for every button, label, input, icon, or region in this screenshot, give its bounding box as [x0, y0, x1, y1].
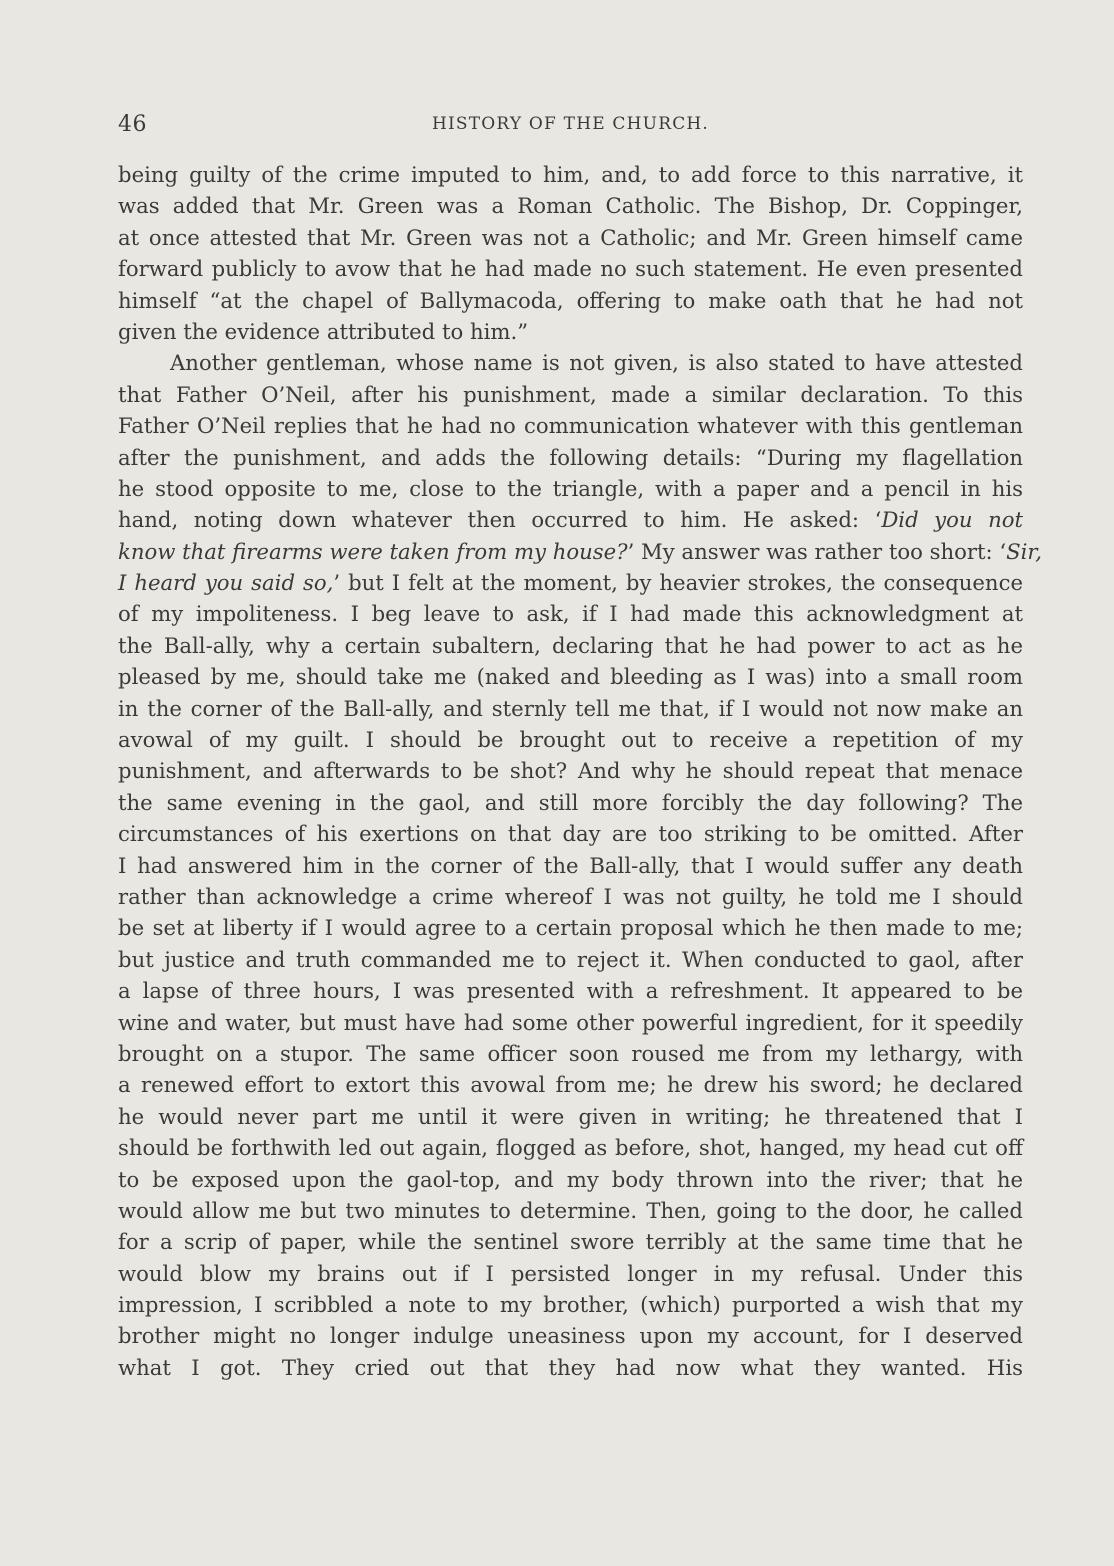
page-header	[118, 112, 1023, 142]
text-run: for a scrip of paper, while the sentinel swore terribly at the same time that he	[118, 1229, 1023, 1255]
text-run: being guilty of the crime imputed to him, and, to add force to this narrative, it	[118, 162, 1023, 187]
text-line	[118, 787, 1023, 818]
text-line	[118, 285, 1023, 316]
text-run: forward publicly to avow that he had made no such statement. He even presented	[118, 256, 1023, 282]
text-line	[118, 1195, 1023, 1226]
text-run: would blow my brains out if I persisted longer in my refusal. Under this	[118, 1260, 1023, 1286]
text-line	[118, 881, 1023, 912]
italic-text: Did you not	[881, 507, 1023, 533]
running-title: HISTORY OF THE CHURCH.	[431, 114, 710, 134]
text-run: after the punishment, and adds the following details: “During my flagellation	[118, 444, 1023, 470]
text-line	[118, 693, 1023, 724]
text-run: brought on a stupor. The same officer soon roused me from my lethargy, with	[118, 1040, 1023, 1066]
text-run: pleased by me, should take me (naked and bleeding as I was) into a small room	[118, 664, 1023, 690]
text-run: himself “at the chapel of Ballymacoda, offering to make oath that he had not	[118, 287, 1023, 313]
italic-text: know that firearms were taken from my house?	[118, 538, 628, 564]
text-run: of my impoliteness. I beg leave to ask, if I had made this acknowledgment at	[118, 601, 1023, 627]
text-line	[118, 1101, 1023, 1132]
text-line	[118, 1164, 1023, 1195]
text-line	[118, 159, 1023, 190]
text-run: a lapse of three hours, I was presented with a refreshment. It appeared to be	[118, 978, 1023, 1004]
text-run: brother might no longer indulge uneasiness upon my account, for I deserved	[118, 1323, 1023, 1349]
text-run: hand, noting down whatever then occurred to him. He asked: ‘	[118, 507, 882, 533]
text-line	[118, 379, 1023, 410]
italic-text: I heard you said so,	[118, 570, 334, 596]
text-line	[118, 253, 1023, 284]
text-run: what I got. They cried out that they had now what they wanted. His	[118, 1354, 1023, 1380]
text-run: Another gentleman, whose name is not given, is also stated to have attested	[170, 350, 1023, 376]
text-line	[118, 442, 1023, 473]
text-line	[118, 1132, 1023, 1163]
text-run: but justice and truth commanded me to reject it. When conducted to gaol, after	[118, 946, 1023, 972]
text-line	[118, 598, 1023, 629]
text-run: punishment, and afterwards to be shot? And why he should repeat that menace	[118, 758, 1023, 784]
text-line	[118, 410, 1023, 441]
text-run: ’ My answer was rather too short: ‘	[627, 538, 1007, 564]
text-line	[118, 661, 1023, 692]
text-run: given the evidence attributed to him.”	[118, 318, 529, 344]
text-run: would allow me but two minutes to determine. Then, going to the door, he called	[118, 1197, 1023, 1223]
text-line	[118, 1320, 1023, 1351]
text-run: Father O’Neil replies that he had no communication whatever with this gentleman	[118, 413, 1023, 439]
text-run: be set at liberty if I would agree to a certain proposal which he then made to me;	[118, 915, 1023, 941]
text-run: I had answered him in the corner of the Ball-ally, that I would suffer any death	[118, 852, 1023, 878]
text-run: impression, I scribbled a note to my brother, (which) purported a wish that my	[118, 1292, 1023, 1318]
text-line	[118, 567, 1023, 598]
page-number: 46	[118, 112, 147, 137]
text-line	[118, 1289, 1023, 1320]
text-line	[118, 818, 1023, 849]
text-line	[118, 1352, 1023, 1383]
text-line	[118, 222, 1023, 253]
text-run: he would never part me until it were given in writing; he threatened that I	[118, 1103, 1023, 1129]
text-run: ’ but I felt at the moment, by heavier strokes, the consequence	[333, 570, 1023, 596]
text-line	[118, 190, 1023, 221]
text-run: rather than acknowledge a crime whereof I was not guilty, he told me I should	[118, 883, 1023, 909]
text-line	[118, 1258, 1023, 1289]
text-run: in the corner of the Ball-ally, and sternly tell me that, if I would not now make an	[118, 695, 1023, 721]
text-line	[118, 1038, 1023, 1069]
text-line	[118, 975, 1023, 1006]
text-line	[118, 755, 1023, 786]
text-line	[118, 630, 1023, 661]
text-line	[118, 912, 1023, 943]
text-run: to be exposed upon the gaol-top, and my body thrown into the river; that he	[118, 1166, 1023, 1192]
text-line	[118, 504, 1023, 535]
text-line	[118, 724, 1023, 755]
text-line	[118, 316, 1023, 347]
text-line	[118, 536, 1042, 567]
text-line	[118, 850, 1023, 881]
text-run: that Father O’Neil, after his punishment, made a similar declaration. To this	[118, 381, 1023, 407]
italic-text: Sir,	[1006, 538, 1042, 564]
body-text	[118, 159, 1042, 1383]
text-run: avowal of my guilt. I should be brought out to receive a repetition of my	[118, 727, 1023, 753]
text-line	[118, 1226, 1023, 1257]
text-run: was added that Mr. Green was a Roman Catholic. The Bishop, Dr. Coppinger,	[118, 193, 1023, 219]
text-run: he stood opposite to me, close to the triangle, with a paper and a pencil in his	[118, 475, 1023, 501]
text-line	[118, 944, 1023, 975]
text-run: a renewed effort to extort this avowal from me; he drew his sword; he declared	[118, 1072, 1023, 1098]
text-run: circumstances of his exertions on that day are too striking to be omitted. After	[118, 821, 1023, 847]
text-run: wine and water, but must have had some other powerful ingredient, for it speedily	[118, 1009, 1023, 1035]
text-line	[118, 1069, 1023, 1100]
text-line	[118, 1007, 1023, 1038]
text-line	[118, 473, 1023, 504]
text-line	[118, 347, 1023, 378]
text-run: should be forthwith led out again, flogged as before, shot, hanged, my head cut off	[118, 1135, 1023, 1161]
text-run: at once attested that Mr. Green was not a Catholic; and Mr. Green himself came	[118, 224, 1023, 250]
text-run: the same evening in the gaol, and still more forcibly the day following? The	[118, 789, 1023, 815]
text-run: the Ball-ally, why a certain subaltern, declaring that he had power to act as he	[118, 632, 1023, 658]
